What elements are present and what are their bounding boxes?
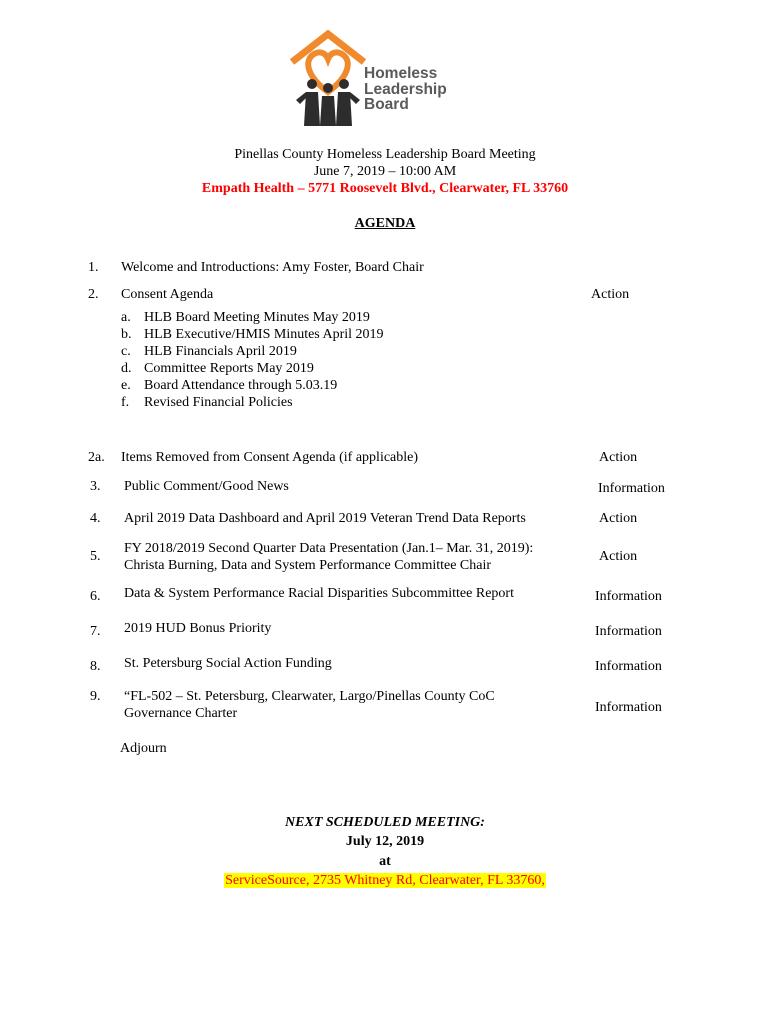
item-text: Items Removed from Consent Agenda (if applicable) [121, 450, 419, 465]
item-number: 1. [88, 260, 99, 275]
item-number: 2. [88, 287, 99, 302]
item-action: Information [598, 481, 665, 496]
subitem-text: Committee Reports May 2019 [144, 361, 314, 376]
logo-line-2: Leadership [364, 80, 447, 98]
item-action: Information [595, 624, 662, 639]
item-action: Information [595, 589, 662, 604]
subitem-text: Board Attendance through 5.03.19 [144, 378, 338, 393]
item-text: St. Petersburg Social Action Funding [124, 656, 332, 671]
item-action: Information [595, 700, 662, 715]
item-number: 8. [90, 659, 101, 674]
agenda-title: AGENDA [354, 216, 416, 231]
next-meeting-location: ServiceSource, 2735 Whitney Rd, Clearwater, FL 33760, [225, 873, 545, 888]
item-action: Information [595, 659, 662, 674]
item-number: 6. [90, 589, 101, 604]
item-text: “FL-502 – St. Petersburg, Clearwater, Largo/Pinellas County CoC [124, 689, 495, 704]
logo-line-1: Homeless [364, 65, 438, 82]
item-text-line-2: Governance Charter [124, 706, 238, 721]
subitem-letter: d. [121, 361, 132, 376]
next-meeting-label: NEXT SCHEDULED MEETING: [285, 815, 485, 830]
meeting-location: Empath Health – 5771 Roosevelt Blvd., Clearwater, FL 33760 [201, 181, 569, 196]
item-text-line-2: Christa Burning, Data and System Performance Committee Chair [124, 558, 492, 573]
next-meeting-location-wrap [0, 873, 770, 889]
item-text: Data & System Performance Racial Disparities Subcommittee Report [124, 586, 514, 601]
item-number: 4. [90, 511, 101, 526]
subitem-letter: f. [121, 395, 130, 410]
subitem-letter: e. [121, 378, 131, 393]
item-text: Welcome and Introductions: Amy Foster, Board Chair [121, 260, 424, 275]
item-number: 9. [90, 689, 101, 704]
item-action: Action [591, 287, 630, 302]
item-number: 5. [90, 549, 101, 564]
subitem-text: HLB Financials April 2019 [144, 344, 297, 359]
next-meeting-at: at [379, 854, 391, 869]
item-number: 3. [90, 479, 101, 494]
next-meeting-date: July 12, 2019 [345, 834, 425, 849]
item-text: Consent Agenda [121, 287, 214, 302]
adjourn: Adjourn [120, 741, 167, 756]
item-text: FY 2018/2019 Second Quarter Data Presentation (Jan.1– Mar. 31, 2019): [124, 541, 534, 556]
subitem-letter: c. [121, 344, 131, 359]
item-number: 7. [90, 624, 101, 639]
item-action: Action [599, 450, 638, 465]
subitem-text: Revised Financial Policies [144, 395, 293, 410]
item-text: Public Comment/Good News [124, 479, 289, 494]
subitem-letter: b. [121, 327, 132, 342]
meeting-title: Pinellas County Homeless Leadership Board Meeting [234, 147, 536, 162]
subitem-text: HLB Board Meeting Minutes May 2019 [144, 310, 370, 325]
item-action: Action [599, 511, 638, 526]
logo-text [364, 66, 447, 113]
item-action: Action [599, 549, 638, 564]
item-number: 2a. [88, 450, 105, 465]
logo-line-3: Board [364, 96, 409, 113]
subitem-letter: a. [121, 310, 131, 325]
meeting-date-time: June 7, 2019 – 10:00 AM [313, 164, 457, 179]
item-text: 2019 HUD Bonus Priority [124, 621, 272, 636]
item-text: April 2019 Data Dashboard and April 2019 Veteran Trend Data Reports [124, 511, 526, 526]
subitem-text: HLB Executive/HMIS Minutes April 2019 [144, 327, 384, 342]
